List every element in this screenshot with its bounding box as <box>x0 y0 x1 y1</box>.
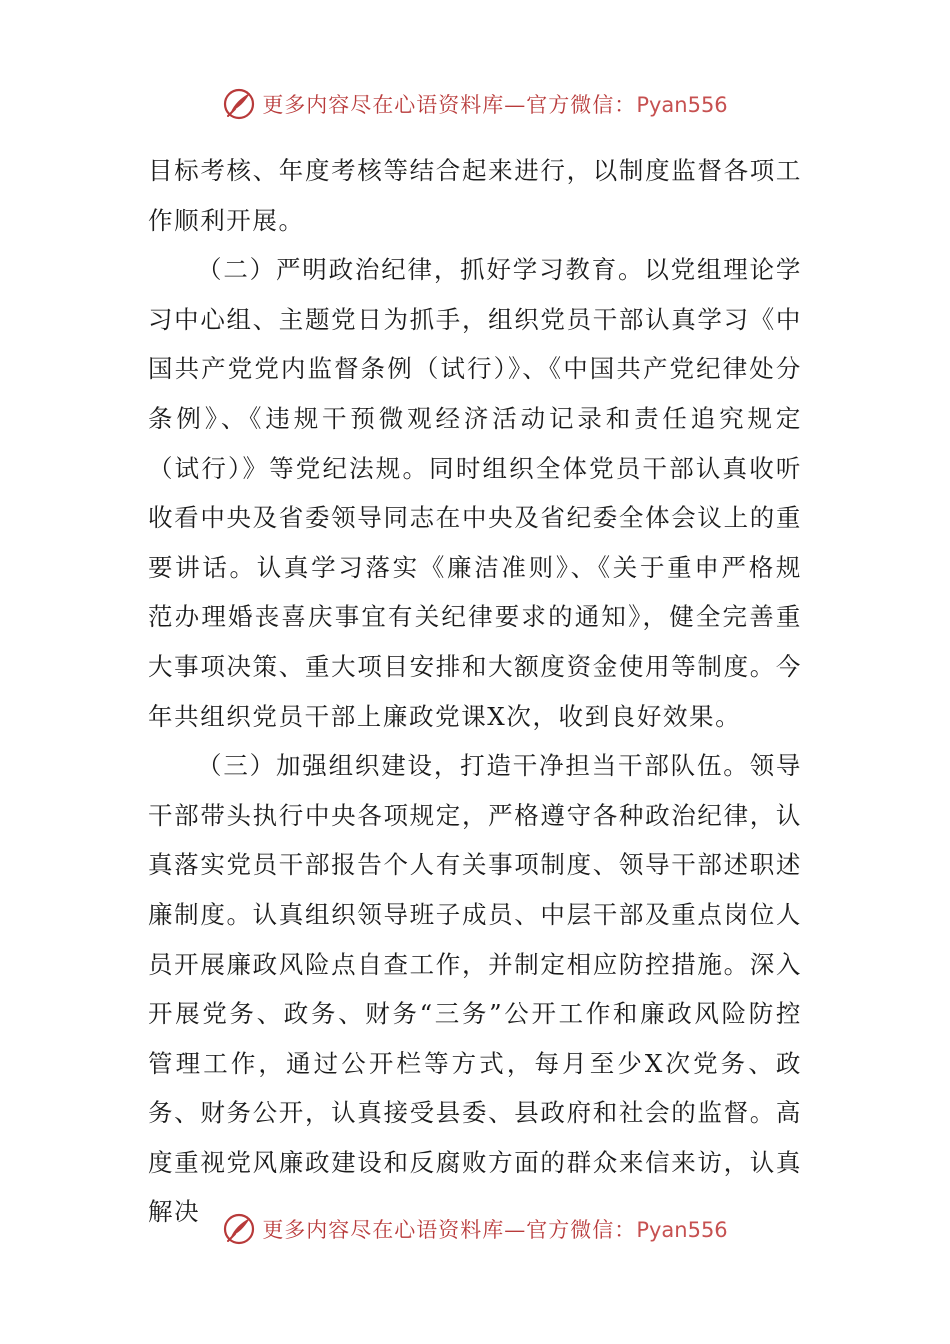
footer-banner-contact: Pyan556 <box>636 1218 728 1242</box>
header-banner-contact: Pyan556 <box>636 93 728 117</box>
footer-banner-label: 更多内容尽在心语资料库—官方微信： <box>262 1218 637 1242</box>
header-banner-text <box>262 89 727 119</box>
header-banner-inner <box>222 87 727 121</box>
quill-logo-icon <box>222 1212 256 1246</box>
footer-banner <box>0 1209 950 1249</box>
document-body <box>148 146 802 1237</box>
paragraph-section-3: （三）加强组织建设，打造干净担当干部队伍。领导干部带头执行中央各项规定，严格遵守各种政治纪律，认真落实党员干部报告个人有关事项制度、领导干部述职述廉制度。认真组织领导班子成员、中层干部及重点岗位人员开展廉政风险点自查工作，并制定相应防控措施。深入开展党务、政务、财务“三务”公开工作和廉政风险防控管理工作，通过公开栏等方式，每月至少X次党务、政务、财务公开，认真接受县委、县政府和社会的监督。高度重视党风廉政建设和反腐败方面的群众来信来访，认真解决 <box>148 751 802 1227</box>
paragraph-section-2: （二）严明政治纪律，抓好学习教育。以党组理论学习中心组、主题党日为抓手，组织党员干部认真学习《中国共产党党内监督条例（试行）》、《中国共产党纪律处分条例》、《违规干预微观经济活动记录和责任追究规定（试行）》等党纪法规。同时组织全体党员干部认真收听收看中央及省委领导同志在中央及省纪委全体会议上的重要讲话。认真学习落实《廉洁准则》、《关于重申严格规范办理婚丧喜庆事宜有关纪律要求的通知》，健全完善重大事项决策、重大项目安排和大额度资金使用等制度。今年共组织党员干部上廉政党课X次，收到良好效果。 <box>148 255 802 731</box>
paragraph-continuation: 目标考核、年度考核等结合起来进行，以制度监督各项工作顺利开展。 <box>148 156 802 235</box>
quill-logo-icon <box>222 87 256 121</box>
header-banner <box>0 84 950 124</box>
header-banner-label: 更多内容尽在心语资料库—官方微信： <box>262 93 637 117</box>
footer-banner-inner <box>222 1212 727 1246</box>
footer-banner-text <box>262 1214 727 1244</box>
